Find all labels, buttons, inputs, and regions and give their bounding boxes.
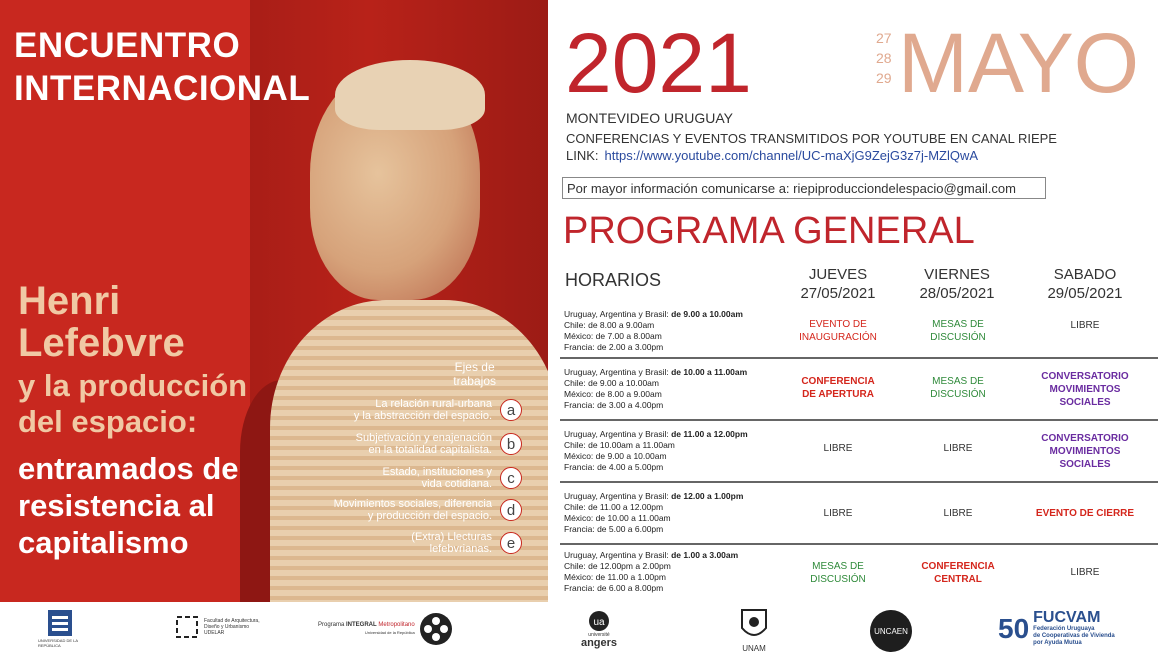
integral-part: Metropolitano — [376, 622, 415, 628]
author-last: Lefebvre — [18, 321, 185, 365]
time-chile: Chile: de 8.00 a 9.00am — [564, 320, 655, 330]
cell-line: DISCUSIÓN — [930, 332, 986, 343]
day-name: JUEVES — [808, 266, 868, 283]
ejes-heading-line1: Ejes de — [454, 360, 495, 374]
cell-viernes — [898, 318, 1018, 344]
schedule-times — [564, 491, 743, 535]
cell-line: DISCUSIÓN — [810, 574, 866, 585]
eje-line2: y la abstracción del espacio. — [353, 410, 492, 422]
cell-line: LIBRE — [1070, 320, 1100, 331]
day-header-jueves — [783, 265, 893, 303]
subtitle-line1: y la producción — [18, 368, 248, 403]
fadu-icon — [176, 616, 198, 638]
eje-line2: y producción del espacio. — [367, 510, 492, 522]
lead-label: Uruguay, Argentina y Brasil: — [564, 367, 672, 377]
schedule-row — [560, 543, 1158, 601]
lead-time: de 9.00 a 10.00am — [671, 309, 743, 319]
lead-label: Uruguay, Argentina y Brasil: — [564, 309, 672, 319]
subtitle-line4: resistencia al — [18, 488, 215, 523]
unam-logo — [734, 608, 774, 653]
cell-sabado — [1025, 566, 1145, 579]
time-chile: Chile: de 9.00 a 10.00am — [564, 378, 659, 388]
integral-text — [318, 621, 415, 637]
eje-letter-badge: d — [500, 499, 522, 521]
contact-info-box: Por mayor información comunicarse a: riepiproducciondelespacio@gmail.com — [562, 177, 1046, 199]
fadu-line: Facultad de Arquitectura, — [204, 618, 260, 624]
fucvam-name: FUCVAM — [1033, 609, 1101, 626]
udelar-shield-icon — [46, 608, 74, 638]
cell-line: MESAS DE — [812, 561, 864, 572]
eje-text — [356, 432, 492, 456]
eje-text — [383, 466, 492, 490]
conferences-text: CONFERENCIAS Y EVENTOS TRANSMITIDOS POR YOUTUBE EN CANAL RIEPE — [566, 131, 1057, 146]
cell-line: LIBRE — [823, 443, 853, 454]
youtube-link[interactable]: https://www.youtube.com/channel/UC-maXjG9ZejG3z7j-MZlQwA — [604, 148, 979, 163]
subtitle-b — [18, 450, 239, 561]
schedule-times — [564, 550, 738, 594]
eje-line2: en la totalidad capitalista. — [368, 444, 492, 456]
day-header-sabado — [1030, 265, 1140, 303]
day-name: SABADO — [1053, 266, 1117, 283]
program-title: PROGRAMA GENERAL — [563, 210, 975, 252]
udelar-text: UNIVERSIDAD DE LA REPÚBLICA — [38, 638, 78, 648]
cell-jueves — [778, 442, 898, 455]
row-divider — [560, 357, 1158, 359]
day-name: VIERNES — [924, 266, 990, 283]
time-francia: Francia: de 2.00 a 3.00pm — [564, 342, 664, 352]
ejes-heading-line2: trabajos — [453, 374, 496, 388]
cell-viernes — [898, 507, 1018, 520]
time-lead — [564, 550, 738, 561]
cell-line: LIBRE — [943, 443, 973, 454]
integral-part: INTEGRAL — [346, 622, 377, 628]
cell-line: CENTRAL — [934, 574, 982, 585]
cell-line: CONVERSATORIO — [1041, 371, 1129, 382]
eje-line1: Movimientos sociales, diferencia — [333, 498, 492, 510]
lead-time: de 11.00 a 12.00pm — [671, 429, 748, 439]
cell-sabado — [1025, 370, 1145, 409]
eje-letter-badge: c — [500, 467, 522, 489]
eje-text — [334, 498, 492, 522]
cell-line: DE APERTURA — [802, 389, 874, 400]
angers-logo — [574, 610, 624, 648]
cell-jueves — [778, 375, 898, 401]
eje-line1: La relación rural-urbana — [375, 398, 492, 410]
fadu-logo — [176, 616, 260, 638]
schedule-row — [560, 419, 1158, 481]
time-chile: Chile: de 12.00pm a 2.00pm — [564, 561, 671, 571]
author-first: Henri — [18, 279, 121, 323]
time-francia: Francia: de 5.00 a 6.00pm — [564, 524, 664, 534]
lead-label: Uruguay, Argentina y Brasil: — [564, 550, 672, 560]
schedule-times — [564, 367, 747, 411]
cell-jueves — [778, 560, 898, 586]
row-divider — [560, 543, 1158, 545]
time-francia: Francia: de 6.00 a 8.00pm — [564, 583, 664, 593]
cell-line: INAUGURACIÓN — [799, 332, 877, 343]
eje-item — [354, 398, 522, 422]
day-numbers — [876, 28, 892, 88]
eje-letter-badge: a — [500, 399, 522, 421]
eje-text — [411, 531, 492, 555]
schedule-row — [560, 305, 1158, 357]
fucvam-anniversary: 50 — [998, 612, 1030, 644]
lead-time: de 12.00 a 1.00pm — [671, 491, 744, 501]
cell-line: LIBRE — [943, 508, 973, 519]
eje-letter-badge: e — [500, 532, 522, 554]
cell-line: MOVIMIENTOS — [1049, 384, 1121, 395]
day-number: 28 — [876, 50, 892, 66]
event-title-line2: INTERNACIONAL — [14, 69, 311, 108]
subtitle-line3: entramados de — [18, 451, 239, 486]
eje-item — [334, 498, 522, 522]
subtitle-a — [18, 368, 247, 440]
eje-line1: Subjetivación y enajenación — [355, 432, 492, 444]
cell-line: MESAS DE — [932, 319, 984, 330]
angers-mark-icon — [586, 610, 612, 632]
cell-line: CONFERENCIA — [801, 376, 875, 387]
link-label: LINK: — [566, 148, 599, 163]
eje-letter-badge: b — [500, 433, 522, 455]
cell-sabado — [1025, 432, 1145, 471]
fucvam-sub: de Cooperativas de Vivienda — [1033, 633, 1115, 639]
fadu-text — [204, 618, 260, 636]
link-line — [566, 148, 978, 163]
fucvam-text — [1033, 610, 1115, 647]
location-text: MONTEVIDEO URUGUAY — [566, 110, 733, 126]
day-number: 27 — [876, 30, 892, 46]
event-title — [14, 24, 310, 110]
horarios-heading: HORARIOS — [565, 270, 662, 290]
eje-item — [356, 432, 522, 456]
time-mexico: México: de 9.00 a 10.00am — [564, 451, 667, 461]
fadu-line: Diseño y Urbanismo — [204, 624, 250, 630]
lead-label: Uruguay, Argentina y Brasil: — [564, 429, 672, 439]
cell-line: MOVIMIENTOS — [1049, 446, 1121, 457]
row-divider — [560, 419, 1158, 421]
eje-line1: (Extra) Llecturas — [411, 531, 492, 543]
time-lead — [564, 309, 743, 320]
time-mexico: México: de 8.00 a 9.00am — [564, 389, 662, 399]
event-title-line1: ENCUENTRO — [14, 26, 241, 65]
eje-item — [411, 531, 522, 555]
film-reel-icon — [419, 612, 453, 646]
eje-line2: vida cotidiana. — [421, 478, 492, 490]
day-header-viernes — [902, 265, 1012, 303]
cell-line: CONFERENCIA — [921, 561, 995, 572]
ejes-heading — [453, 360, 496, 388]
uncaen-logo — [870, 610, 912, 652]
fucvam-logo — [998, 610, 1115, 647]
schedule-times — [564, 429, 748, 473]
uncaen-text: UNCAEN — [870, 610, 912, 652]
portrait-hair — [335, 60, 485, 130]
unam-text: UNAM — [742, 644, 766, 653]
integral-logo — [318, 612, 453, 646]
day-date: 29/05/2021 — [1047, 285, 1123, 302]
integral-part: Programa — [318, 622, 347, 628]
cell-viernes — [898, 375, 1018, 401]
schedule-row — [560, 481, 1158, 543]
cell-line: EVENTO DE — [809, 319, 867, 330]
eje-item — [383, 466, 522, 490]
cell-jueves — [778, 507, 898, 520]
sponsor-logos-bar — [0, 602, 1160, 661]
fucvam-sub: por Ayuda Mutua — [1033, 640, 1082, 646]
schedule-times — [564, 309, 743, 353]
poster-panel — [0, 0, 548, 602]
cell-line: SOCIALES — [1059, 459, 1111, 470]
time-francia: Francia: de 3.00 a 4.00pm — [564, 400, 664, 410]
day-date: 28/05/2021 — [919, 285, 995, 302]
cell-line: SOCIALES — [1059, 397, 1111, 408]
angers-sub: université — [588, 632, 610, 638]
fucvam-sub: Federación Uruguaya — [1033, 626, 1095, 632]
cell-jueves — [778, 318, 898, 344]
cell-viernes — [898, 560, 1018, 586]
angers-text: angers — [580, 637, 618, 649]
integral-title — [318, 621, 415, 629]
lead-time: de 1.00 a 3.00am — [671, 550, 739, 560]
eje-line1: Estado, instituciones y — [382, 466, 492, 478]
udelar-logo — [38, 608, 82, 648]
cell-line: MESAS DE — [932, 376, 984, 387]
day-number: 29 — [876, 70, 892, 86]
unam-shield-icon — [739, 608, 769, 644]
time-mexico: México: de 11.00 a 1.00pm — [564, 572, 666, 582]
lead-time: de 10.00 a 11.00am — [671, 367, 748, 377]
cell-line: LIBRE — [1070, 567, 1100, 578]
cell-viernes — [898, 442, 1018, 455]
integral-sub: Universidad de la República — [364, 630, 415, 635]
svg-text:ua: ua — [593, 617, 605, 628]
row-divider — [560, 481, 1158, 483]
lead-label: Uruguay, Argentina y Brasil: — [564, 491, 672, 501]
schedule-row — [560, 357, 1158, 419]
cell-line: DISCUSIÓN — [930, 389, 986, 400]
time-lead — [564, 491, 743, 502]
author-name — [18, 280, 185, 364]
fadu-line: UDELAR — [204, 630, 225, 636]
time-lead — [564, 367, 747, 378]
month-heading: MAYO — [898, 16, 1140, 110]
eje-line2: lefebvrianas. — [429, 543, 492, 555]
time-chile: Chile: de 10.00am a 11.00am — [564, 440, 675, 450]
time-chile: Chile: de 11.00 a 12.00pm — [564, 502, 664, 512]
cell-sabado — [1025, 507, 1145, 520]
cell-line: CONVERSATORIO — [1041, 433, 1129, 444]
cell-sabado — [1025, 319, 1145, 332]
subtitle-line2: del espacio: — [18, 404, 198, 439]
cell-line: EVENTO DE CIERRE — [1035, 508, 1135, 519]
subtitle-line5: capitalismo — [18, 525, 189, 560]
time-mexico: México: de 10.00 a 11.00am — [564, 513, 671, 523]
day-date: 27/05/2021 — [800, 285, 876, 302]
time-mexico: México: de 7.00 a 8.00am — [564, 331, 662, 341]
year-heading: 2021 — [565, 16, 752, 110]
time-francia: Francia: de 4.00 a 5.00pm — [564, 462, 664, 472]
eje-text — [354, 398, 492, 422]
cell-line: LIBRE — [823, 508, 853, 519]
time-lead — [564, 429, 748, 440]
